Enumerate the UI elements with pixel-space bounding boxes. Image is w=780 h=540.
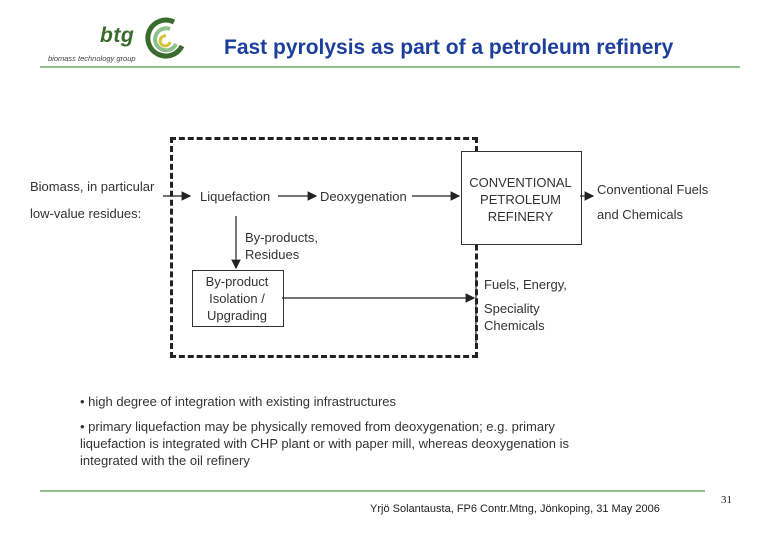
page-number: 31: [721, 494, 732, 506]
isolation-label: [192, 273, 282, 324]
energy-label-line3: Chemicals: [484, 318, 545, 333]
byproducts-label-line2: Residues: [245, 247, 300, 262]
refinery-label-line1: CONVENTIONAL: [469, 175, 572, 190]
logo-subtitle: biomass technology group: [48, 54, 136, 63]
fuels-label-line2: and Chemicals: [597, 207, 683, 222]
bullet-integration: • high degree of integration with existing infrastructures: [80, 394, 396, 409]
biomass-label-line2: low-value residues:: [30, 206, 142, 221]
byproducts-label-line1: By-products,: [245, 230, 318, 245]
page-title: Fast pyrolysis as part of a petroleum refinery: [224, 36, 674, 59]
isolation-label-line2: Isolation /: [209, 291, 265, 306]
isolation-label-line1: By-product: [205, 274, 269, 289]
refinery-label-line3: REFINERY: [487, 209, 554, 224]
liquefaction-label: Liquefaction: [200, 189, 271, 204]
energy-label-line2: Speciality: [484, 301, 540, 316]
refinery-label: [461, 174, 580, 225]
bullet-separation: • primary liquefaction may be physically removed from deoxygenation; e.g. primary liquefaction is integrated with CHP plant or with paper mill, whereas deoxygenation is integrated with the oil refinery: [80, 419, 569, 468]
logo-name: btg: [100, 24, 135, 47]
energy-label-line1: Fuels, Energy,: [484, 277, 567, 292]
byproducts-label: [245, 229, 318, 263]
refinery-label-line2: PETROLEUM: [480, 192, 561, 207]
isolation-label-line3: Upgrading: [207, 308, 267, 323]
biomass-label-line1: Biomass, in particular: [30, 179, 155, 194]
footer-credit: Yrjö Solantausta, FP6 Contr.Mtng, Jönkoping, 31 May 2006: [370, 503, 660, 515]
footer-divider: [40, 490, 705, 492]
deoxygenation-label: Deoxygenation: [320, 189, 407, 204]
fuels-label-line1: Conventional Fuels: [597, 182, 709, 197]
